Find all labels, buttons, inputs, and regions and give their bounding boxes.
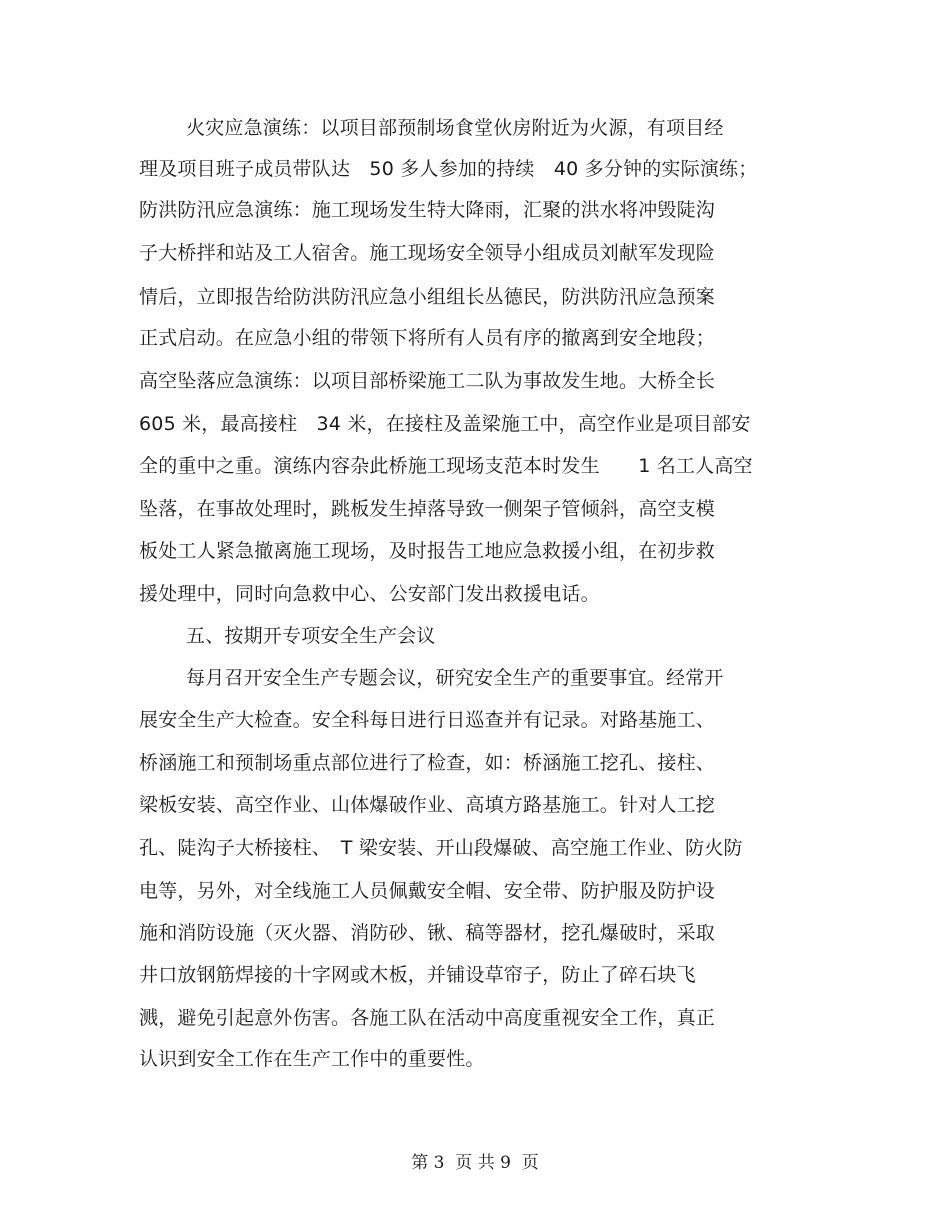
paragraph-line: 梁板安装、高空作业、山体爆破作业、高填方路基施工。针对人工挖 <box>139 794 716 816</box>
paragraph-line: 理及项目班子成员带队达 50 多人参加的持续 40 多分钟的实际演练； <box>139 158 758 180</box>
paragraph-line: 孔、陡沟子大桥接柱、 T 梁安装、开山段爆破、高空施工作业、防火防 <box>139 837 743 859</box>
paragraph-line: 板处工人紧急撤离施工现场，及时报告工地应急救援小组，在初步救 <box>139 540 716 562</box>
paragraph-line: 溅，避免引起意外伤害。各施工队在活动中高度重视安全工作，真正 <box>139 1007 716 1029</box>
paragraph-line: 井口放钢筋焊接的十字网或木板，并铺设草帘子，防止了碎石块飞 <box>139 964 696 986</box>
paragraph-line: 坠落，在事故处理时，跳板发生掉落导致一侧架子管倾斜，高空支模 <box>139 498 716 520</box>
paragraph-line: 施和消防设施（灭火器、消防砂、锹、稿等器材，挖孔爆破时，采取 <box>139 922 716 944</box>
paragraph-line: 防洪防汛应急演练：施工现场发生特大降雨，汇聚的洪水将冲毁陡沟 <box>139 199 716 221</box>
paragraph-line: 电等，另外，对全线施工人员佩戴安全帽、安全带、防护服及防护设 <box>139 880 716 902</box>
paragraph-line: 展安全生产大检查。安全科每日进行日巡查并有记录。对路基施工、 <box>139 709 716 731</box>
paragraph-line: 全的重中之重。演练内容杂此桥施工现场支范本时发生 1 名工人高空 <box>139 455 753 477</box>
page-number-footer: 第 3 页 共 9 页 <box>411 1153 539 1173</box>
paragraph-line: 605 米，最高接柱 34 米，在接柱及盖梁施工中，高空作业是项目部安 <box>139 413 751 435</box>
paragraph-line: 认识到安全工作在生产工作中的重要性。 <box>139 1048 485 1070</box>
paragraph-line: 每月召开安全生产专题会议，研究安全生产的重要事宜。经常开 <box>186 667 724 689</box>
section-heading: 五、按期开专项安全生产会议 <box>186 625 436 647</box>
paragraph-line: 桥涵施工和预制场重点部位进行了检查，如：桥涵施工挖孔、接柱、 <box>139 752 716 774</box>
paragraph-line: 援处理中，同时向急救中心、公安部门发出救援电话。 <box>139 583 600 605</box>
paragraph-line: 情后，立即报告给防洪防汛应急小组组长丛德民，防洪防汛应急预案 <box>139 286 716 308</box>
paragraph-line: 子大桥拌和站及工人宿舍。施工现场安全领导小组成员刘献军发现险 <box>139 242 716 264</box>
paragraph-line: 高空坠落应急演练：以项目部桥梁施工二队为事故发生地。大桥全长 <box>139 370 716 392</box>
paragraph-line: 火灾应急演练：以项目部预制场食堂伙房附近为火源，有项目经 <box>186 117 724 139</box>
paragraph-line: 正式启动。在应急小组的带领下将所有人员有序的撤离到安全地段； <box>139 327 716 349</box>
